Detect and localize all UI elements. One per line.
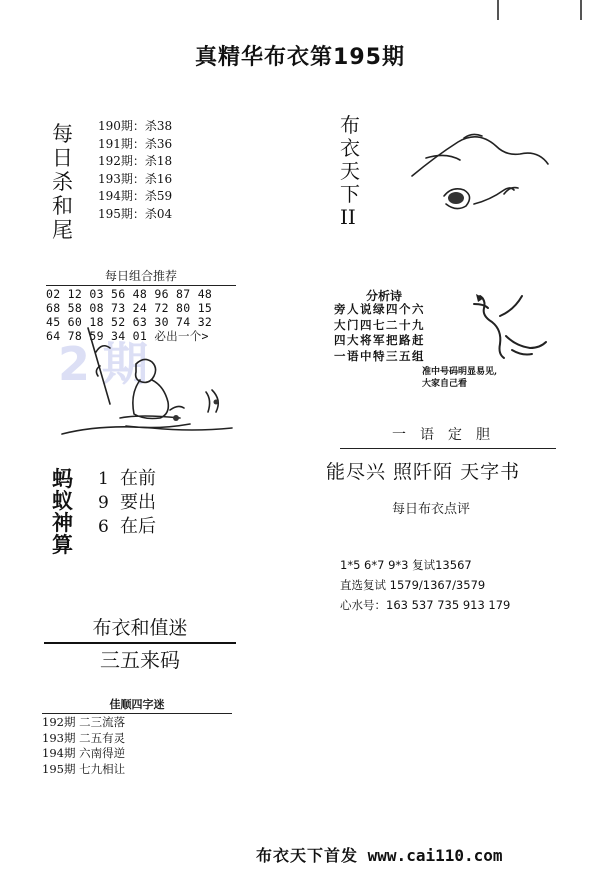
- caption-line: 大家自己看: [422, 379, 468, 389]
- poem-line: 一语中特三五组: [334, 348, 425, 363]
- ant-text: 在前: [120, 468, 156, 489]
- kill-entry: 191期：杀36: [98, 136, 173, 151]
- good-riddle-entry: 192期 二三流落: [42, 715, 126, 729]
- ant-num: 1: [98, 469, 109, 489]
- page-title: 真精华布衣第195期: [195, 45, 405, 70]
- poem-caption: [422, 366, 497, 390]
- number-line: 1*5 6*7 9*3 复试13567: [340, 558, 472, 572]
- ant-label: 蚂蚁神算: [52, 467, 73, 557]
- ant-line: [98, 491, 156, 515]
- kill-entry: 195期：杀04: [98, 206, 173, 221]
- combo-title: 每日组合推荐: [46, 267, 236, 286]
- poem-lines: [334, 302, 425, 364]
- corner-mark-left: [497, 0, 499, 20]
- right-vertical-title: 布衣天下II: [340, 113, 360, 229]
- number-line: 直选复试 1579/1367/3579: [340, 578, 486, 592]
- ant-text: 在后: [120, 516, 156, 537]
- ant-line: [98, 515, 156, 539]
- combo-line: 64 78 59 34 01 必出一个>: [46, 329, 209, 343]
- kill-section-label: 每日杀和尾: [52, 122, 73, 242]
- corner-mark-right: [580, 0, 582, 20]
- ant-text: 要出: [120, 492, 156, 513]
- good-riddle-list: [42, 715, 125, 777]
- good-riddle-title: 佳顺四字迷: [42, 696, 232, 714]
- poem-line: 大门四七二十九: [334, 317, 425, 332]
- buyi-answer: 三五来码: [100, 648, 180, 672]
- ant-num: 9: [98, 493, 109, 513]
- kill-entry: 190期：杀38: [98, 119, 173, 133]
- ant-line: [98, 467, 156, 491]
- kill-list: [98, 118, 172, 223]
- kill-entry: 192期：杀18: [98, 154, 173, 168]
- ant-lines: [98, 467, 156, 539]
- combo-line: 68 58 08 73 24 72 80 15: [46, 301, 213, 315]
- good-riddle-entry: 194期 六南得逆: [42, 746, 126, 760]
- hills-sketch: [404, 124, 564, 224]
- poem-line: 旁人说绿四个六: [334, 302, 425, 316]
- kill-entry: 193期：杀16: [98, 171, 173, 186]
- ming-line: 能尽兴 照阡陌 天字书: [326, 461, 521, 483]
- number-lines: [340, 555, 510, 615]
- ant-num: 6: [98, 517, 109, 537]
- watermark: 2 期: [58, 337, 147, 391]
- footer-url[interactable]: www.cai110.com: [367, 846, 503, 865]
- footer: [256, 843, 503, 866]
- caption-line: 准中号码明显易见,: [422, 367, 498, 377]
- combo-line: 02 12 03 56 48 96 87 48: [46, 287, 213, 301]
- combo-line: 45 60 18 52 63 30 74 32: [46, 315, 213, 329]
- number-line: 心水号：163 537 735 913 179: [340, 598, 511, 612]
- review-heading: 每日布衣点评: [392, 502, 471, 517]
- good-riddle-entry: 195期 七九相让: [42, 761, 126, 776]
- good-riddle-entry: 193期 二五有灵: [42, 730, 126, 745]
- poem-title: 分析诗: [365, 289, 402, 303]
- sage-sketch: [56, 322, 246, 440]
- buyi-heading: 布衣和值迷: [44, 613, 236, 644]
- bird-sketch: [464, 286, 554, 366]
- poem-line: 四大将军把路赶: [334, 333, 425, 348]
- footer-cn: 布衣天下首发: [256, 846, 359, 865]
- kill-entry: 194期：杀59: [98, 189, 173, 203]
- yiyu-heading: 一语定胆: [340, 424, 556, 449]
